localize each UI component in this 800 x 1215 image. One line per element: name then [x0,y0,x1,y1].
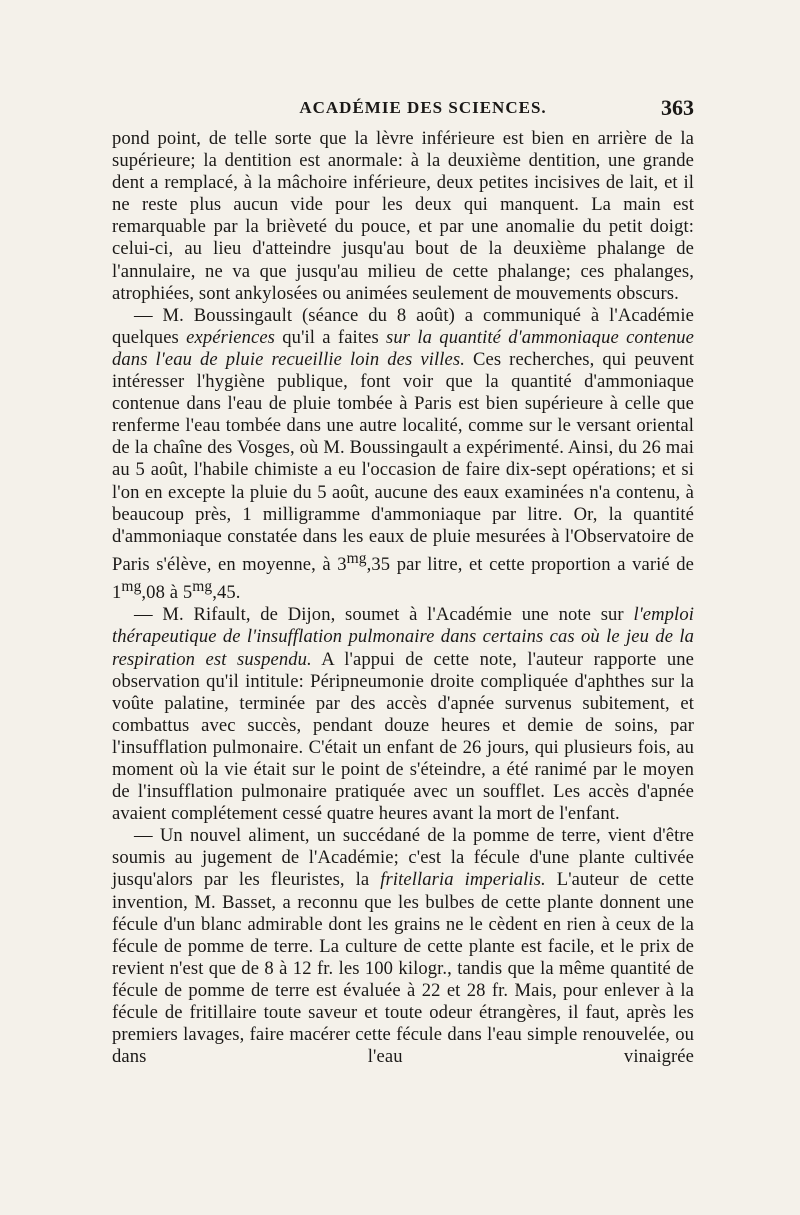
text-run: ,45. [212,582,241,604]
superscript-unit: mg [192,578,213,596]
italic-run: sur la quantité d'ammoniaque contenue dans l'eau de pluie recueillie loin des villes. [112,326,694,370]
text-run: — M. Rifault, de Dijon, soumet à l'Académie une note sur [134,604,634,626]
italic-run: expériences [186,326,276,348]
paragraph-boussingault [112,305,694,605]
body-text [112,128,694,1068]
paragraph-nouvel-aliment [112,825,694,1068]
text-run: — M. Boussingault (séance du 8 août) a communiqué à l'Académie quelques [112,304,694,348]
paragraph-continued: pond point, de telle sorte que la lèvre inférieure est bien en arrière de la supérieure; la dentition est anormale: à la deuxième dentition, une grande dent a remplacé, à la mâchoire inférieure, deux petites incisives de lait, et il ne reste plus aucun vide pour les deux qui manquent. La main est remarquable par la brièveté du pouce, et par une anomalie du petit doigt: celui-ci, au lieu d'atteindre jusqu'au bout de la deuxième phalange de l'annulaire, ne va que jusqu'au milieu de cette phalange; ces phalanges, atrophiées, sont ankylosées ou animées seulement de mouvements obscurs. [112,128,694,304]
italic-run: l'emploi thérapeutique de l'insufflation pulmonaire dans certains cas où le jeu de la respiration est suspendu. [112,604,694,670]
superscript-unit: mg [121,578,142,596]
text-run: ,08 à 5 [141,582,193,604]
page-number: 363 [661,95,694,120]
text-run: L'auteur de cette invention, M. Basset, a reconnu que les bulbes de cette plante donnent une fécule d'un blanc admirable dont les grains ne le cèdent en rien à ceux de la fécule de pomme de terre. La culture de cette plante est facile, et le prix de revient n'est que de 8 à 12 fr. les 100 kilogr., tandis que la même quantité de fécule de pomme de terre est évaluée à 22 et 28 fr. Mais, pour enlever à la fécule de fritillaire toute saveur et toute odeur étrangères, il faut, après les premiers lavages, faire macérer cette fécule dans l'eau simple renouvelée, ou dans l'eau vinaigrée [112,869,694,1068]
text-run: A l'appui de cette note, l'auteur rapporte une observation qu'il intitule: Péripneumonie droite compliquée d'aphthes sur la voûte palatine, terminée par des accès d'apnée survenus subitement, et combattus avec succès, pendant douze heures et demie de soins, par l'insufflation pulmonaire. C'était un enfant de 26 jours, qui plusieurs fois, au moment où la vie était sur le point de s'éteindre, a été ranimé par le moyen de l'insufflation pulmonaire pratiquée avec un soufflet. Les accès d'apnée avaient complétement cessé quatre heures avant la mort de l'enfant. [112,648,694,825]
text-run: Ces recherches, qui peuvent intéresser l'hygiène publique, font voir que la quantité d'ammoniaque contenue dans l'eau de pluie tombée à Paris est bien supérieure à celle que renferme l'eau tombée dans une autre localité, comme sur le versant oriental de la chaîne des Vosges, où M. Boussingault a expérimenté. Ainsi, du 26 mai au 5 août, l'habile chimiste a eu l'occasion de faire dix-sept opérations; et si l'on en excepte la pluie du 5 août, aucune des eaux examinées n'a contenu, à beaucoup près, 1 milligramme d'ammoniaque par litre. Or, la quantité d'ammoniaque constatée dans les eaux de pluie mesurées à l'Observatoire de Paris s'élève, en moyenne, à 3 [112,348,695,575]
text-run: ,35 par litre, et cette proportion a varié de 1 [112,553,694,604]
text-run: qu'il a faites [275,326,387,348]
paragraph-rifault [112,604,694,825]
text-run: — Un nouvel aliment, un succédané de la pomme de terre, vient d'être soumis au jugement de l'Académie; c'est la fécule d'une plante cultivée jusqu'alors par les fleuristes, la [112,825,694,891]
running-header [112,95,694,128]
running-title: ACADÉMIE DES SCIENCES. [299,98,547,117]
italic-run: fritellaria imperialis. [380,869,546,891]
superscript-unit: mg [346,549,367,567]
